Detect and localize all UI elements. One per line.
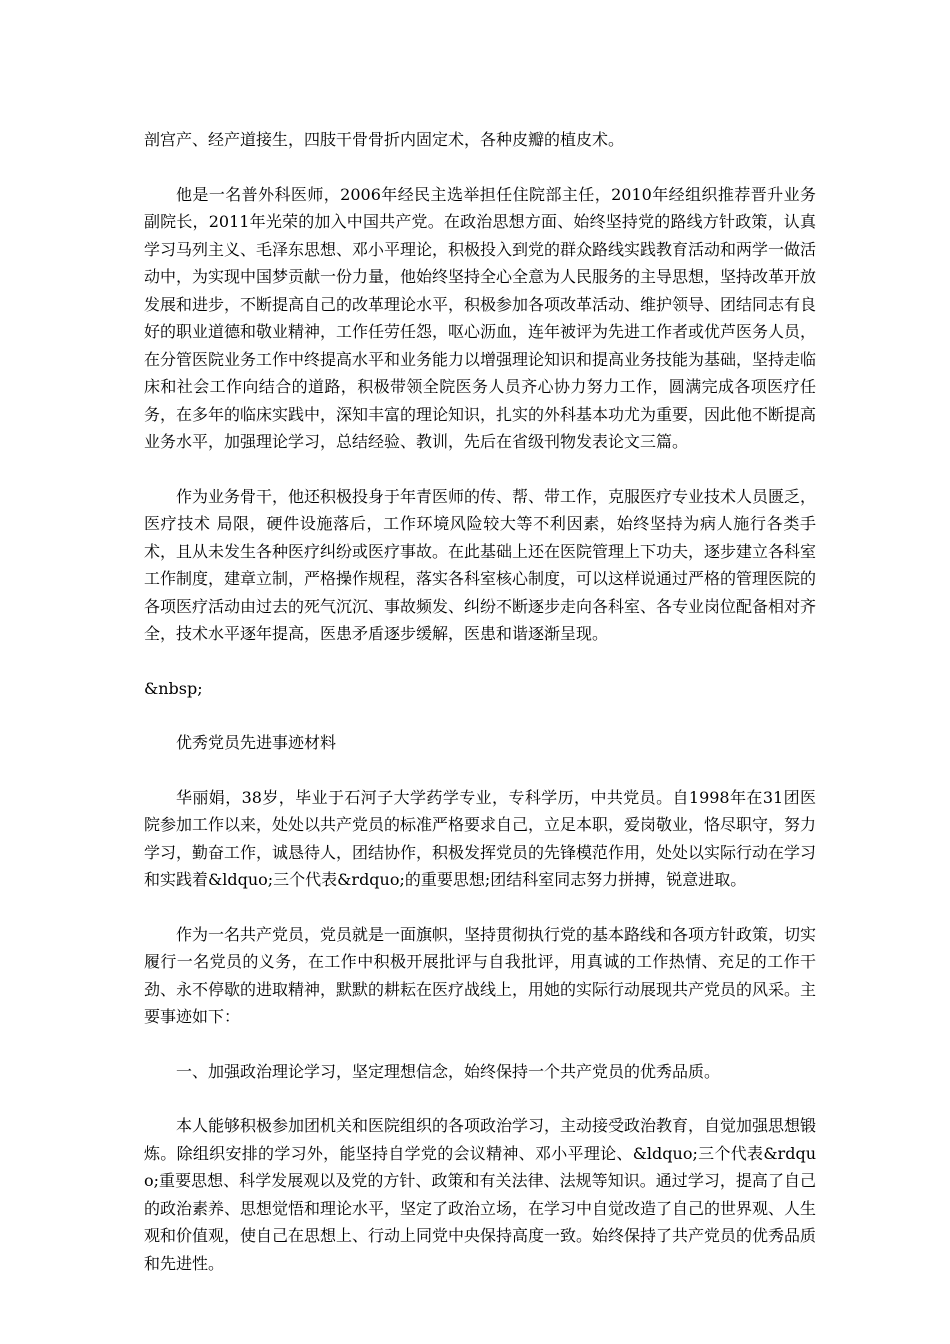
paragraph-gap — [144, 702, 816, 729]
paragraph-gap — [144, 894, 816, 921]
paragraph-gap — [144, 1031, 816, 1058]
paragraph-gap — [144, 456, 816, 483]
paragraph-pharmacist-intro: 华丽娟，38岁，毕业于石河子大学药学专业，专科学历，中共党员。自1998年在31团医院参加工作以来，处处以共产党员的标准严格要求自己，立足本职，爱岗敬业，恪尽职守，努力学习，勤奋工作，诚恳待人，团结协作，积极发挥党员的先锋模范作用，处处以实际行动在学习和实践着&ldquo;三个代表&rdquo;的重要思想;团结科室同志努力拼搏，锐意进取。 — [144, 787, 817, 889]
paragraph-continuation: 剖宫产、经产道接生，四肢干骨骨折内固定术，各种皮瓣的植皮术。 — [144, 130, 625, 149]
paragraph-gap — [144, 648, 816, 675]
paragraph-gap — [144, 154, 816, 181]
paragraph-gap — [144, 1085, 816, 1112]
paragraph-nbsp-artifact: &nbsp; — [144, 678, 203, 698]
paragraph-party-member: 作为一名共产党员，党员就是一面旗帜，坚持贯彻执行党的基本路线和各项方针政策，切实履行一名党员的义务，在工作中积极开展批评与自我批评，用真诚的工作热情、充足的工作干劲、永不停歇的进取精神，默默的耕耘在医疗战线上，用她的实际行动展现共产党员的风采。主要事迹如下： — [144, 924, 817, 1026]
document-page — [144, 126, 816, 1277]
paragraph-gap — [144, 757, 816, 784]
section-title: 优秀党员先进事迹材料 — [176, 733, 337, 752]
subheading-political-study: 一、加强政治理论学习，坚定理想信念，始终保持一个共产党员的优秀品质。 — [176, 1061, 721, 1081]
paragraph-political-study: 本人能够积极参加团机关和医院组织的各项政治学习，主动接受政治教育，自觉加强思想锻炼。除组织安排的学习外，能坚持自学党的会议精神、邓小平理论、&ldquo;三个代表&rdquo;重要思想、科学发展观以及党的方针、政策和有关法律、法规等知识。通过学习，提高了自己的政治素养、思想觉悟和理论水平，坚定了政治立场，在学习中自觉改造了自己的世界观、人生观和价值观，使自己在思想上、行动上同党中央保持高度一致。始终保持了共产党员的优秀品质和先进性。 — [144, 1116, 817, 1273]
paragraph-surgeon-profile: 他是一名普外科医师，2006年经民主选举担任住院部主任，2010年经组织推荐晋升业务副院长，2011年光荣的加入中国共产党。在政治思想方面、始终坚持党的路线方针政策，认真学习马列主义、毛泽东思想、邓小平理论，积极投入到党的群众路线实践教育活动和两学一做活动中，为实现中国梦贡献一份力量，他始终坚持全心全意为人民服务的主导思想，坚持改革开放发展和进步，不断提高自己的改革理论水平，积极参加各项改革活动、维护领导、团结同志有良好的职业道德和敬业精神，工作任劳任怨，呕心沥血，连年被评为先进工作者或优芦医务人员，在分管医院业务工作中终提高水平和业务能力以增强理论知识和提高业务技能为基础，坚持走临床和社会工作向结合的道路，积极带领全院医务人员齐心协力努力工作，圆满完成各项医疗任务，在多年的临床实践中，深知丰富的理论知识，扎实的外科基本功尤为重要，因此他不断提高业务水平，加强理论学习，总结经验、教训，先后在省级刊物发表论文三篇。 — [144, 184, 817, 451]
paragraph-mentoring: 作为业务骨干，他还积极投身于年青医师的传、帮、带工作，克服医疗专业技术人员匮乏，医疗技术 局限，硬件设施落后，工作环境风险较大等不利因素，始终坚持为病人施行各类手术，且从未发生各种医疗纠纷或医疗事故。在此基础上还在医院管理上下功夫，逐步建立各科室工作制度，建章立制，严格操作规程，落实各科室核心制度，可以这样说通过严格的管理医院的各项医疗活动由过去的死气沉沉、事故频发、纠纷不断逐步走向各科室、各专业岗位配备相对齐全，技术水平逐年提高，医患矛盾逐步缓解，医患和谐逐渐呈现。 — [144, 486, 817, 643]
